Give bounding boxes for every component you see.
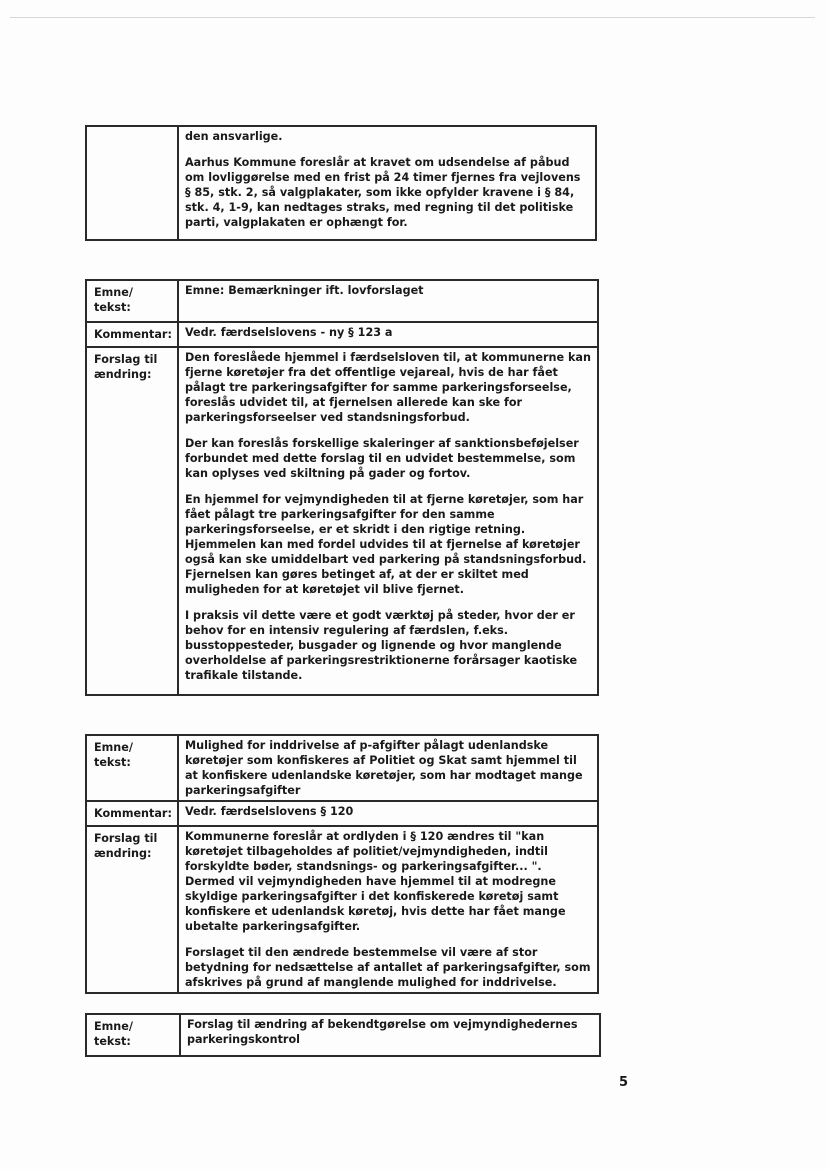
comment-text: Vedr. færdselslovens - ny § 123 a [178,322,598,347]
comment-table-bekendtgoerelse [85,1013,601,1057]
topic-label: Emne/ tekst: [86,735,178,801]
paragraph: Aarhus Kommune foreslår at kravet om udsendelse af påbud om lovliggørelse med en frist på 24 timer fjernes fra vejlovens § 85, stk. 2, så valgplakater, som ikke opfylder kravene i § 84, stk. 4, 1-9, kan nedtages straks, med regning til det politiske parti, valgplakaten er ophængt for. [185,156,581,229]
continuation-table [85,125,597,241]
proposal-text [178,347,598,695]
continuation-text-cell [178,126,596,240]
paragraph: En hjemmel for vejmyndigheden til at fjerne køretøjer, som har fået pålagt tre parkeringsafgifter for den samme parkeringsforseelse, er et skridt i den rigtige retning. Hjemmelen kan med fordel udvides til at fjernelse af køretøjer også kan ske umiddelbart ved parkering på standsningsforbud. Fjernelsen kan gøres betinget af, at der er skiltet med muligheden for at køretøjet vil blive fjernet. [185,493,587,596]
proposal-label: Forslag til ændring: [86,347,178,695]
comment-text: Vedr. færdselslovens § 120 [178,801,598,826]
topic-label: Emne/ tekst: [86,1014,180,1056]
page-number: 5 [619,1075,629,1090]
paragraph: Forslaget til den ændrede bestemmelse vil være af stor betydning for nedsættelse af antallet af parkeringsafgifter, som afskrives på grund af manglende mulighed for inddrivelse. [185,946,591,989]
proposal-text [178,826,598,993]
comment-label: Kommentar: [86,322,178,347]
top-rule [10,17,815,18]
empty-label-cell [86,126,178,240]
proposal-label: Forslag til ændring: [86,826,178,993]
topic-text: Emne: Bemærkninger ift. lovforslaget [178,280,598,322]
paragraph: Den foreslåede hjemmel i færdselsloven til, at kommunerne kan fjerne køretøjer fra det offentlige vejareal, hvis de har fået pålagt tre parkeringsafgifter for samme parkeringsforseelse, foreslås udvidet til, at fjernelsen allerede kan ske for parkeringsforseelser ved standsningsforbud. [185,351,591,424]
topic-label: Emne/ tekst: [86,280,178,322]
topic-text: Forslag til ændring af bekendtgørelse om vejmyndighedernes parkeringskontrol [180,1014,600,1056]
comment-label: Kommentar: [86,801,178,826]
paragraph: Kommunerne foreslår at ordlyden i § 120 ændres til "kan køretøjet tilbageholdes af politiet/vejmyndigheden, indtil forskyldte bøder, standsnings- og parkeringsafgifter... ". Dermed vil vejmyndigheden have hjemmel til at modregne skyldige parkeringsafgifter i det konfiskerede køretøj samt konfiskere et udenlandsk køretøj, hvis dette har fået mange ubetalte parkeringsafgifter. [185,830,566,933]
comment-table-lovforslag [85,279,599,696]
paragraph: Der kan foreslås forskellige skaleringer af sanktionsbeføjelser forbundet med dette forslag til en udvidet bestemmelse, som kan oplyses ved skiltning på gader og fortov. [185,437,579,480]
topic-text: Mulighed for inddrivelse af p-afgifter pålagt udenlandske køretøjer som konfiskeres af Politiet og Skat samt hjemmel til at konfiskere udenlandske køretøjer, som har modtaget mange parkeringsafgifter [178,735,598,801]
paragraph: I praksis vil dette være et godt værktøj på steder, hvor der er behov for en intensiv regulering af færdslen, f.eks. busstoppesteder, busgader og lignende og hvor manglende overholdelse af parkeringsrestriktionerne forårsager kaotiske trafikale tilstande. [185,609,578,682]
paragraph: den ansvarlige. [185,130,283,143]
comment-table-120 [85,734,599,994]
